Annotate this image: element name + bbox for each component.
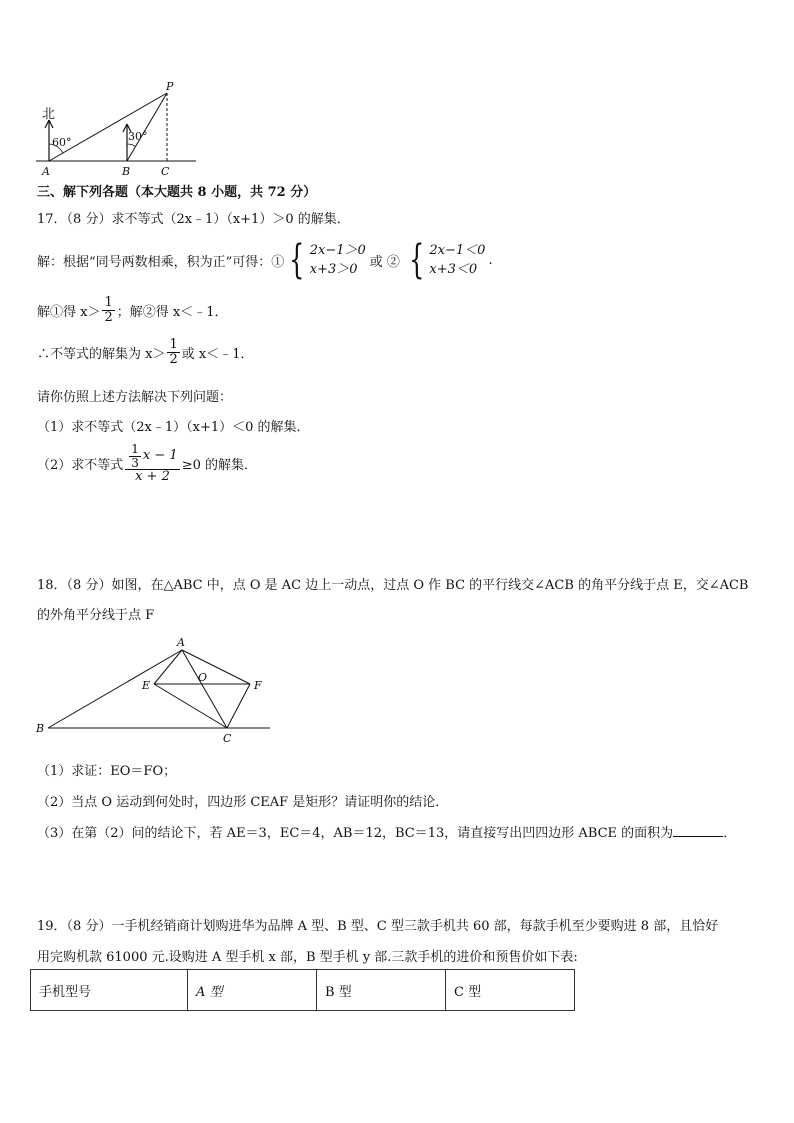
q17-or: 或 ② — [369, 254, 400, 270]
phone-model-table — [30, 969, 575, 1011]
line-fc — [227, 684, 250, 728]
q17-solution-intro: 解：根据“同号两数相乘，积为正”可得：① — [37, 254, 285, 270]
point-label-b: B — [122, 165, 131, 178]
q17-part1: （1）求不等式（2x﹣1）（x+1）＜0 的解集． — [37, 420, 310, 435]
point-label-o: O — [198, 671, 208, 684]
fraction-half-2 — [167, 338, 179, 366]
fraction-den: 2 — [104, 309, 113, 325]
q17-system-1 — [284, 237, 366, 283]
q17-part2-b: ≥0 的解集． — [181, 457, 257, 473]
q17-stem: 17．（8 分）求不等式（2x﹣1）（x+1）＞0 的解集． — [37, 212, 350, 227]
angle-label-b: 30° — [128, 130, 148, 143]
q18-stem-line1: 18．（8 分）如图，在△ABC 中，点 O 是 AC 边上一动点，过点 O 作 BC 的平行线交∠ACB 的角平分线于点 E，交∠ACB — [37, 578, 749, 593]
q17-solution-line — [37, 237, 493, 283]
fraction-num: 1 — [104, 295, 113, 310]
point-label-b: B — [36, 722, 45, 735]
q17-part2-a: （2）求不等式 — [37, 457, 124, 473]
table-row — [31, 970, 575, 1011]
q17-sys1-line1: 2x−1＞0 — [309, 242, 366, 258]
point-label-c: C — [223, 732, 232, 745]
q18-part3-end: ． — [723, 826, 737, 841]
q17-sys1-line2: x+3＞0 — [309, 262, 358, 277]
fraction-den: 2 — [169, 351, 178, 367]
triangle-figure — [32, 632, 282, 747]
fraction-complex-num — [125, 443, 179, 470]
fraction-complex-num-expr: x − 1 — [142, 448, 178, 464]
q18-part3 — [37, 822, 736, 841]
fraction-num: 1 — [131, 442, 139, 456]
fraction-num: 1 — [169, 337, 178, 352]
q17-part2 — [37, 443, 257, 484]
q19-stem-line2: 用完购机款 61000 元.设购进 A 型手机 x 部，B 型手机 y 部.三款手机的进价和预售价如下表: — [37, 950, 578, 965]
q17-sys2-line1: 2x−1＜0 — [429, 242, 486, 258]
fraction-complex-den: x + 2 — [135, 469, 170, 485]
bearing-figure — [30, 78, 200, 178]
table-header-cell: A 型 — [188, 970, 317, 1011]
q18-part3-text: （3）在第（2）问的结论下，若 AE＝3，EC＝4，AB＝12，BC＝13，请直接写出凹四边形 ABCE 的面积为 — [37, 826, 674, 841]
q17-step2-a: 解①得 x＞ — [37, 304, 101, 320]
q17-step3 — [37, 338, 254, 366]
table-header-cell: B 型 — [317, 970, 446, 1011]
section-title: 三、解下列各题（本大题共 8 小题，共 72 分） — [37, 185, 317, 200]
table-header-cell: 手机型号 — [31, 970, 188, 1011]
point-label-f: F — [254, 679, 262, 692]
line-ec — [154, 684, 227, 728]
fraction-den: 3 — [131, 455, 139, 470]
q17-step2 — [37, 296, 228, 324]
q17-period: . — [488, 252, 493, 268]
fraction-half-1 — [102, 296, 114, 324]
q18-part1: （1）求证：EO＝FO； — [37, 764, 177, 779]
q17-step3-a: ∴不等式的解集为 x＞ — [37, 346, 166, 362]
q18-stem-line2: 的外角平分线于点 F — [37, 608, 155, 623]
answer-blank[interactable] — [673, 824, 723, 837]
q17-step2-b: ；解②得 x＜﹣1． — [116, 304, 228, 320]
q17-sys2-line2: x+3＜0 — [429, 262, 478, 277]
q17-step3-b: 或 x＜﹣1． — [181, 346, 254, 362]
brace-1: { — [289, 237, 305, 283]
north-label: 北 — [42, 107, 56, 122]
q17-system-2 — [404, 237, 486, 283]
angle-label-a: 60° — [52, 136, 72, 149]
fraction-third — [129, 443, 141, 469]
point-label-e: E — [142, 679, 151, 692]
q19-stem-line1: 19．（8 分）一手机经销商计划购进华为品牌 A 型、B 型、C 型三款手机共 60 部，每款手机至少要购进 8 部，且恰好 — [37, 919, 719, 934]
point-label-c: C — [161, 165, 170, 178]
line-ap — [49, 93, 167, 161]
q17-imitate: 请你仿照上述方法解决下列问题： — [37, 390, 233, 405]
fraction-complex — [125, 443, 179, 484]
q18-part2: （2）当点 O 运动到何处时，四边形 CEAF 是矩形？请证明你的结论． — [37, 795, 449, 810]
point-label-p: P — [166, 80, 174, 93]
line-bp — [127, 93, 167, 161]
angle-arc-b — [127, 144, 135, 146]
table-header-cell: C 型 — [446, 970, 575, 1011]
line-ae — [154, 650, 182, 684]
point-label-a: A — [42, 165, 50, 178]
point-label-a: A — [177, 636, 185, 649]
brace-2: { — [409, 237, 425, 283]
